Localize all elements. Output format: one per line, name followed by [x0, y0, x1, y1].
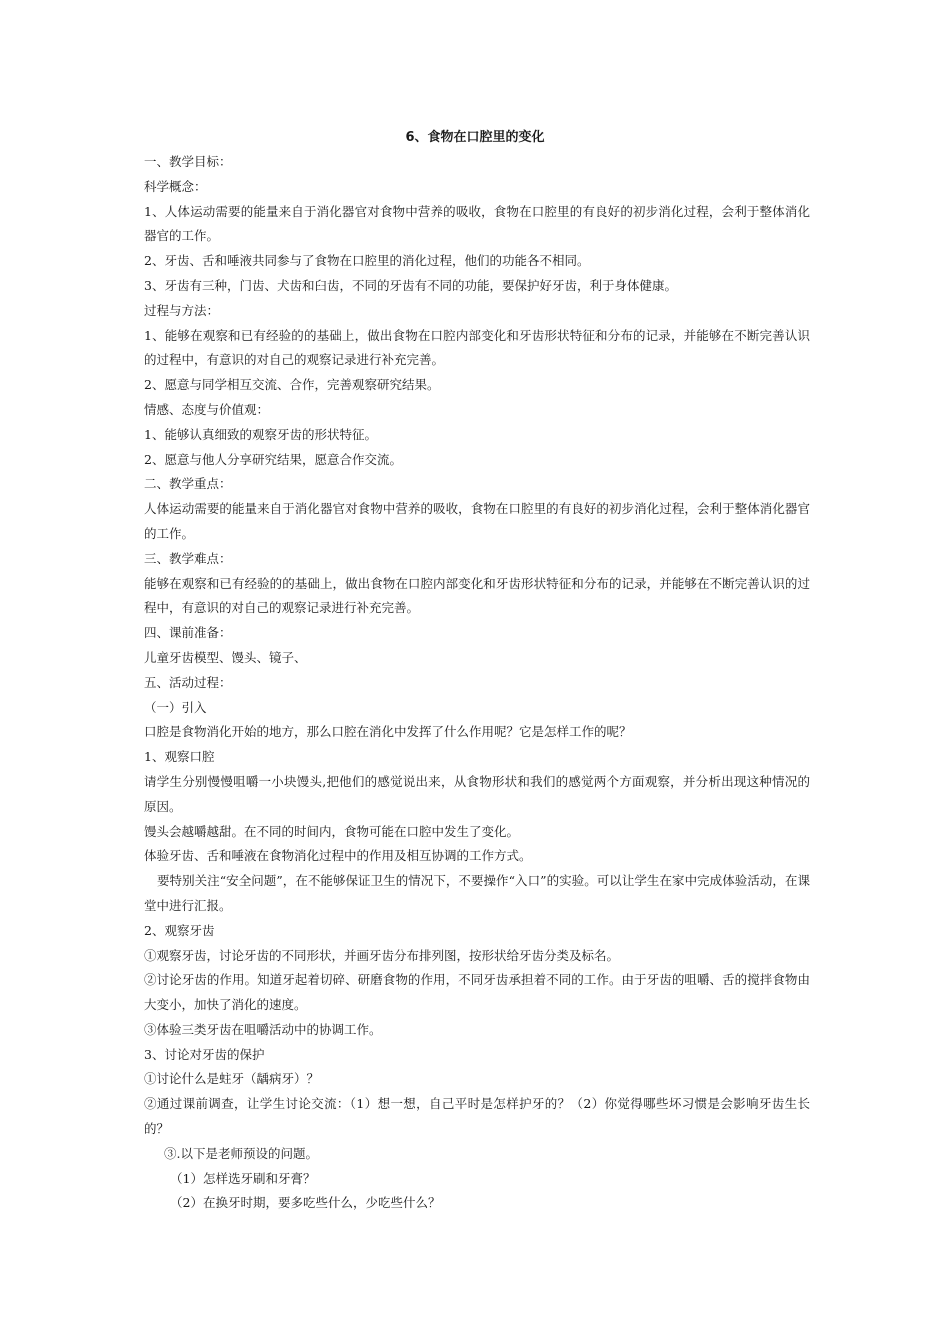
paragraph: 2、愿意与他人分享研究结果，愿意合作交流。 [144, 451, 402, 467]
paragraph: 2、牙齿、舌和唾液共同参与了食物在口腔里的消化过程，他们的功能各不相同。 [144, 253, 590, 269]
section-heading-preparation: 四、课前准备： [144, 625, 232, 641]
paragraph: 口腔是食物消化开始的地方，那么口腔在消化中发挥了什么作用呢？它是怎样工作的呢？ [144, 724, 632, 740]
paragraph: ②讨论牙齿的作用。知道牙起着切碎、研磨食物的作用，不同牙齿承担着不同的工作。由于牙齿的咀嚼、舌的搅拌食物由大变小，加快了消化的速度。 [144, 972, 810, 1013]
question-item: （2）在换牙时期，要多吃些什么，少吃些什么？ [170, 1195, 441, 1211]
subheading-teeth-protection: 3、讨论对牙齿的保护 [144, 1046, 265, 1062]
subheading-observe-mouth: 1、观察口腔 [144, 749, 215, 765]
paragraph: 人体运动需要的能量来自于消化器官对食物中营养的吸收，食物在口腔里的有良好的初步消化过程，会利于整体消化器官的工作。 [144, 501, 810, 541]
question-item: （1）怎样选牙刷和牙膏？ [170, 1170, 316, 1186]
paragraph: ③体验三类牙齿在咀嚼活动中的协调工作。 [144, 1021, 382, 1037]
paragraph: 3、牙齿有三种，门齿、犬齿和臼齿，不同的牙齿有不同的功能，要保护好牙齿，利于身体健康。 [144, 277, 677, 293]
paragraph: ①讨论什么是蛀牙（龋病牙）？ [144, 1071, 320, 1087]
paragraph: 1、能够在观察和已有经验的的基础上，做出食物在口腔内部变化和牙齿形状特征和分布的记录，并能够在不断完善认识的过程中，有意识的对自己的观察记录进行补充完善。 [144, 327, 810, 368]
document-title: 6、食物在口腔里的变化 [405, 130, 545, 145]
section-heading-key-points: 二、教学重点： [144, 476, 232, 492]
paragraph-safety-note: 要特别关注“安全问题”，在不能够保证卫生的情况下，不要操作“入口”的实验。可以让学生在家中完成体验活动，在课堂中进行汇报。 [144, 873, 810, 913]
paragraph: 1、人体运动需要的能量来自于消化器官对食物中营养的吸收，食物在口腔里的有良好的初步消化过程，会利于整体消化器官的工作。 [144, 203, 810, 244]
paragraph: 儿童牙齿模型、馒头、镜子、 [144, 649, 307, 665]
document-body [144, 150, 810, 1216]
section-heading-activities: 五、活动过程： [144, 674, 232, 690]
paragraph: 请学生分别慢慢咀嚼一小块馒头,把他们的感觉说出来，从食物形状和我们的感觉两个方面观察，并分析出现这种情况的原因。 [144, 773, 810, 814]
section-heading-objectives: 一、教学目标： [144, 154, 232, 169]
paragraph: 能够在观察和已有经验的的基础上，做出食物在口腔内部变化和牙齿形状特征和分布的记录，并能够在不断完善认识的过程中，有意识的对自己的观察记录进行补充完善。 [144, 575, 810, 616]
paragraph: 馒头会越嚼越甜。在不同的时间内，食物可能在口腔中发生了变化。 [144, 823, 520, 839]
subheading-science-concepts: 科学概念： [144, 178, 207, 194]
paragraph: ①观察牙齿，讨论牙齿的不同形状，并画牙齿分布排列图，按形状给牙齿分类及标名。 [144, 947, 620, 963]
paragraph: 体验牙齿、舌和唾液在食物消化过程中的作用及相互协调的工作方式。 [144, 848, 532, 864]
paragraph: 1、能够认真细致的观察牙齿的形状特征。 [144, 426, 377, 442]
subheading-attitudes-values: 情感、态度与价值观： [144, 401, 270, 417]
paragraph: ②通过课前调查，让学生讨论交流：（1）想一想，自己平时是怎样护牙的？（2）你觉得哪些坏习惯是会影响牙齿生长的？ [144, 1096, 810, 1137]
paragraph-teacher-questions: ③.以下是老师预设的问题。 [164, 1145, 318, 1161]
paragraph: 2、愿意与同学相互交流、合作，完善观察研究结果。 [144, 377, 440, 393]
subheading-introduction: （一）引入 [144, 699, 207, 715]
subheading-observe-teeth: 2、观察牙齿 [144, 922, 215, 938]
subheading-process-methods: 过程与方法： [144, 302, 220, 318]
section-heading-difficulties: 三、教学难点： [144, 550, 232, 566]
